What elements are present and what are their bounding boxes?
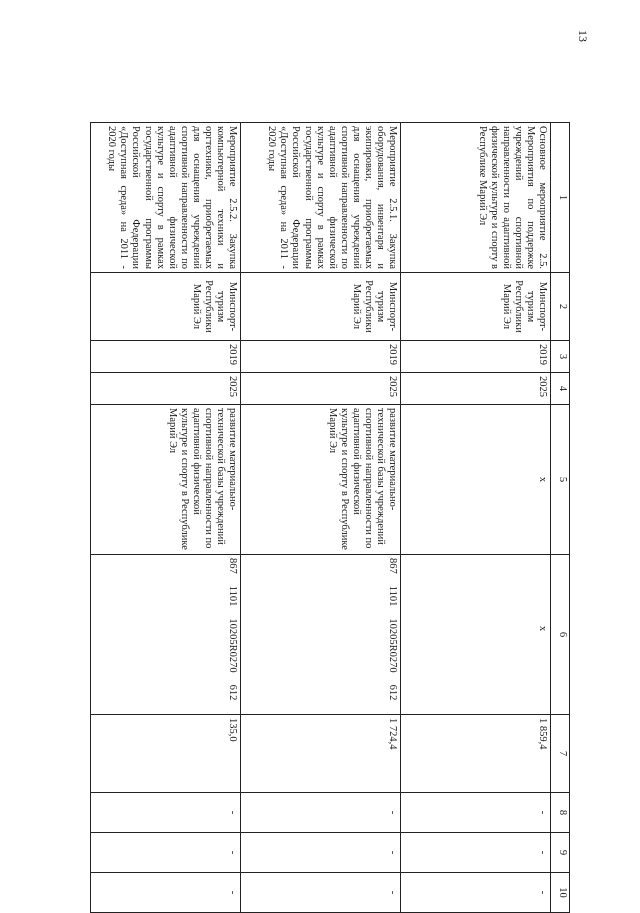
value-cell: - (401, 833, 551, 873)
rotated-table-container (106, 122, 570, 912)
page-number: 13 (576, 30, 590, 42)
column-header: 3 (551, 341, 570, 373)
table-row (401, 123, 551, 913)
start-year-cell: 2019 (241, 341, 401, 373)
value-cell: - (91, 833, 241, 873)
start-year-cell: 2019 (91, 341, 241, 373)
code-part: 867 (387, 558, 398, 574)
measure-cell: Мероприятие 2.5.2. Закупка компьютерной техники и оргтехники, приобретаемых для оснащения учреждений спортивной направленности по адаптивной физической культуре и спорту в рамках государственной программы Российской Федерации «Доступная среда» на 2011 - 2020 годы (91, 123, 241, 273)
budget-code-cell (401, 555, 551, 715)
code-part: 10205R0270 (227, 618, 238, 673)
column-header: 6 (551, 555, 570, 715)
column-header: 8 (551, 793, 570, 833)
code-part: 1101 (227, 585, 238, 607)
column-header: 7 (551, 715, 570, 793)
amount-cell: 1 859,4 (401, 715, 551, 793)
result-cell: x (401, 405, 551, 555)
executor-cell: Минспорт-туризм Республики Марий Эл (401, 273, 551, 341)
column-header: 10 (551, 873, 570, 913)
measure-cell: Мероприятие 2.5.1. Закупка оборудования, инвентаря и экипировки, приобретаемых для оснащения учреждений спортивной направленности по адаптивной физической культуре и спорту в рамках государственной программы Российской Федерации «Доступная среда» на 2011 - 2020 годы (241, 123, 401, 273)
executor-cell: Минспорт-туризм Республики Марий Эл (91, 273, 241, 341)
end-year-cell: 2025 (401, 373, 551, 405)
column-header: 4 (551, 373, 570, 405)
budget-code-cell (91, 555, 241, 715)
start-year-cell: 2019 (401, 341, 551, 373)
measure-cell: Основное мероприятие 2.5. Мероприятия по поддержке учреждений спортивной направленности по адаптивной физической культуре и спорту в Республике Марий Эл (401, 123, 551, 273)
table-row (91, 123, 241, 913)
code-part: 612 (227, 684, 238, 701)
value-cell: - (401, 793, 551, 833)
end-year-cell: 2025 (241, 373, 401, 405)
code-part: 612 (387, 684, 398, 701)
column-header: 9 (551, 833, 570, 873)
program-table (90, 122, 570, 913)
amount-cell: 135,0 (91, 715, 241, 793)
table-row (241, 123, 401, 913)
end-year-cell: 2025 (91, 373, 241, 405)
value-cell: - (241, 833, 401, 873)
value-cell: - (401, 873, 551, 913)
code-part: x (537, 625, 548, 632)
amount-cell: 1 724,4 (241, 715, 401, 793)
code-part: 1101 (387, 585, 398, 607)
value-cell: - (91, 873, 241, 913)
column-header: 2 (551, 273, 570, 341)
result-cell: развитие материально-технической базы учреждений спортивной направленности по адаптивной физической культуре и спорту в Республике Марий Эл (241, 405, 401, 555)
column-header: 1 (551, 123, 570, 273)
executor-cell: Минспорт-туризм Республики Марий Эл (241, 273, 401, 341)
budget-code-cell (241, 555, 401, 715)
value-cell: - (241, 873, 401, 913)
code-part: 10205R0270 (387, 618, 398, 673)
column-header: 5 (551, 405, 570, 555)
value-cell: - (241, 793, 401, 833)
code-part: 867 (227, 558, 238, 574)
value-cell: - (91, 793, 241, 833)
header-row (551, 123, 570, 913)
result-cell: развитие материально-технической базы учреждений спортивной направленности по адаптивной физической культуре и спорту в Республике Марий Эл (91, 405, 241, 555)
